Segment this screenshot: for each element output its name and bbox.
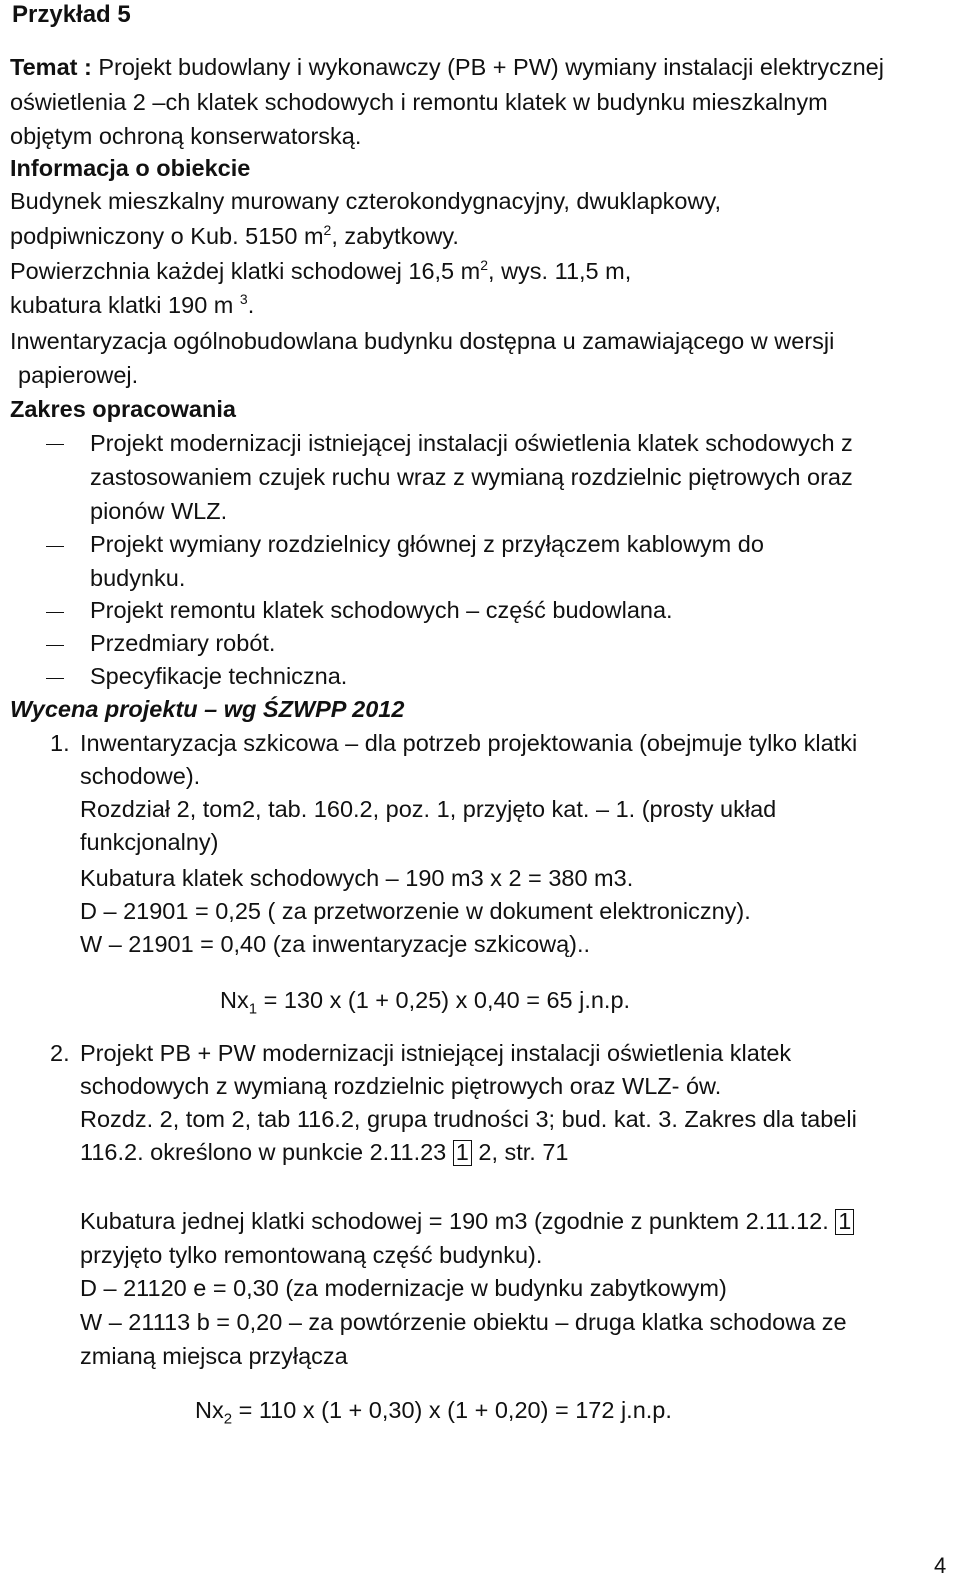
info-title: Informacja o obiekcie [10,155,251,181]
zakres-item-2-line-1: Projekt wymiany rozdzielnicy głównej z przyłączem kablowym do [90,531,764,557]
bullet-dash [46,444,64,445]
zakres-item-2-line-2: budynku. [90,565,186,591]
wycena-p2-line-4-b: 2, str. 71 [471,1139,569,1165]
info-line-2-b: , zabytkowy. [331,222,459,249]
page-number: 4 [934,1553,947,1578]
info-line-1: Budynek mieszkalny murowany czterokondygnacyjny, dwuklapkowy, [10,188,721,214]
bullet-dash [46,546,64,547]
wycena-p2-line-4 [80,1140,569,1166]
wycena-title: Wycena projektu – wg ŚZWPP 2012 [10,696,405,722]
info-line-4-sup: 3 [239,291,248,307]
wycena-p1-number: 1. [50,730,70,756]
zakres-title: Zakres opracowania [10,396,236,422]
wycena-p2-line-2: schodowych z wymianą rozdzielnic piętrowych oraz WLZ- ów. [80,1073,722,1099]
info-line-2-sup: 2 [323,222,332,238]
info-line-2 [10,223,459,250]
info-line-2-a: podpiwniczony o Kub. 5150 m [10,222,324,249]
info-line-3-a: Powierzchnia każdej klatki schodowej 16,5 m [10,257,481,284]
wycena-p1-line-1: Inwentaryzacja szkicowa – dla potrzeb projektowania (obejmuje tylko klatki [80,730,858,756]
temat-line-2: oświetlenia 2 –ch klatek schodowych i remontu klatek w budynku mieszkalnym [10,89,828,115]
zakres-item-5: Specyfikacje techniczna. [90,663,348,689]
info-line-6: papierowej. [18,362,139,388]
zakres-item-1-line-1: Projekt modernizacji istniejącej instalacji oświetlenia klatek schodowych z [90,430,853,456]
temat-label: Temat : [10,54,92,80]
wycena-p1-formula [220,988,630,1018]
reference-box: 1 [835,1209,854,1235]
info-line-4-a: kubatura klatki 190 m [10,291,234,318]
bullet-dash [46,645,64,646]
info-line-3-b: , wys. 11,5 m, [488,257,632,284]
wycena-p1-line-5: Kubatura klatek schodowych – 190 m3 x 2 = 380 m3. [80,865,634,891]
wycena-p1-line-6: D – 21901 = 0,25 ( za przetworzenie w dokument elektroniczny). [80,898,751,924]
info-line-4 [10,292,254,319]
wycena-p2-line-5 [80,1209,854,1235]
info-line-3 [10,258,631,285]
formula-1-sub: 1 [248,1000,258,1018]
formula-1-nx: Nx [220,987,249,1013]
info-line-3-sup: 2 [480,257,489,273]
zakres-item-1-line-2: zastosowaniem czujek ruchu wraz z wymianą rozdzielnic piętrowych oraz [90,464,853,490]
reference-box: 1 [453,1140,472,1166]
wycena-p2-number: 2. [50,1040,70,1066]
formula-2-rest: = 110 x (1 + 0,30) x (1 + 0,20) = 172 j.n.p. [232,1397,672,1423]
wycena-p2-line-3: Rozdz. 2, tom 2, tab 116.2, grupa trudności 3; bud. kat. 3. Zakres dla tabeli [80,1106,857,1132]
bullet-dash [46,678,64,679]
temat-text-1: Projekt budowlany i wykonawczy (PB + PW) wymiany instalacji elektrycznej [98,54,884,80]
wycena-p2-line-8: W – 21113 b = 0,20 – za powtórzenie obiektu – druga klatka schodowa ze [80,1309,847,1335]
zakres-item-4: Przedmiary robót. [90,630,276,656]
wycena-p2-line-5-a: Kubatura jednej klatki schodowej = 190 m3 (zgodnie z punktem 2.11.12. [80,1208,836,1234]
formula-2-sub: 2 [223,1410,233,1428]
wycena-p2-line-7: D – 21120 e = 0,30 (za modernizacje w budynku zabytkowym) [80,1275,727,1301]
wycena-p1-line-3: Rozdział 2, tom2, tab. 160.2, poz. 1, przyjęto kat. – 1. (prosty układ [80,796,777,822]
bullet-dash [46,612,64,613]
zakres-item-1-line-3: pionów WLZ. [90,498,228,524]
wycena-p2-formula [195,1398,672,1428]
page-heading: Przykład 5 [12,1,131,28]
wycena-p2-line-1: Projekt PB + PW modernizacji istniejącej instalacji oświetlenia klatek [80,1040,792,1066]
info-line-4-b: . [247,291,255,318]
temat-line-3: objętym ochroną konserwatorską. [10,123,362,149]
wycena-p1-line-4: funkcjonalny) [80,829,219,855]
formula-1-rest: = 130 x (1 + 0,25) x 0,40 = 65 j.n.p. [257,987,631,1013]
wycena-p1-line-2: schodowe). [80,763,201,789]
wycena-p2-line-6: przyjęto tylko remontowaną część budynku). [80,1242,543,1268]
formula-2-nx: Nx [195,1397,224,1423]
wycena-p2-line-4-a: 116.2. określono w punkcie 2.11.23 [80,1139,453,1165]
wycena-p1-line-7: W – 21901 = 0,40 (za inwentaryzacje szkicową).. [80,931,591,957]
info-line-5: Inwentaryzacja ogólnobudowlana budynku dostępna u zamawiającego w wersji [10,328,835,354]
temat-line-1 [10,55,884,81]
zakres-item-3: Projekt remontu klatek schodowych – część budowlana. [90,597,673,623]
wycena-p2-line-9: zmianą miejsca przyłącza [80,1343,348,1369]
